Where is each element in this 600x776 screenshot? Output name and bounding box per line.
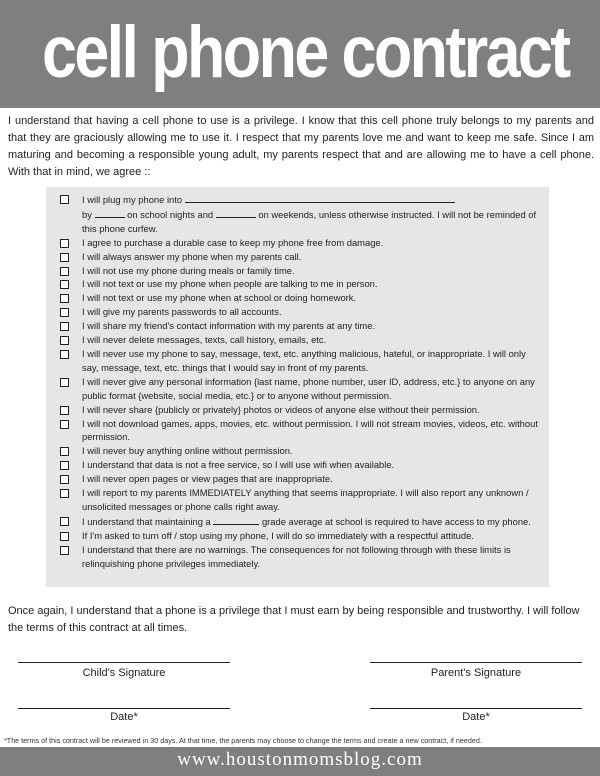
checkbox-icon[interactable] xyxy=(60,350,69,359)
rule-text: I agree to purchase a durable case to keep my phone free from damage. xyxy=(82,236,384,248)
child-date-block xyxy=(18,708,230,723)
intro-paragraph: I understand that having a cell phone to use is a privilege. I know that this cell phone truly belongs to my parents and that they are graciously allowing me to use it. I respect that my parents love me and want to keep me safe. Since I am maturing and becoming a responsible young adult, my parents respect that and are allowing me to have a cell phone. With that in mind, we agree :: xyxy=(8,115,594,178)
checkbox-icon[interactable] xyxy=(60,253,69,262)
checkbox-icon[interactable] xyxy=(60,475,69,484)
rule-text: I will not use my phone during meals or family time. xyxy=(82,264,295,276)
child-signature-label: Child's Signature xyxy=(82,667,166,679)
rule-item xyxy=(58,277,541,291)
rule-text: I will give my parents passwords to all accounts. xyxy=(82,306,282,318)
checkbox-icon[interactable] xyxy=(60,447,69,456)
rule-item xyxy=(58,236,541,250)
website-url: www.houstonmomsblog.com xyxy=(177,749,423,770)
rule-text: on weekends, unless otherwise instructed. I will not be reminded of this phone curfew. xyxy=(82,208,537,234)
rule-text: I understand that maintaining a xyxy=(82,515,211,527)
parent-signature-label: Parent's Signature xyxy=(430,667,522,679)
rule-text: I will not download games, apps, movies, etc. without permission. I will not stream movies, videos, etc. without permission. xyxy=(82,417,538,443)
rule-item xyxy=(58,417,541,445)
header-banner xyxy=(0,0,600,108)
parent-date-label: Date* xyxy=(462,711,490,723)
blank-line[interactable] xyxy=(95,207,125,218)
outro-paragraph: Once again, I understand that a phone is a privilege that I must earn by being responsible and trustworthy. I will follow the terms of this contract at all times. xyxy=(8,605,580,634)
parent-signature-block xyxy=(370,662,582,679)
rule-text: I will never use my phone to say, message, text, etc. anything malicious, hateful, or inappropriate. I will only say, message, text, etc. things that I would say in front of my parents. xyxy=(82,347,526,373)
rule-text: If I'm asked to turn off / stop using my phone, I will do so immediately with a respectful attitude. xyxy=(82,529,474,541)
checkbox-icon[interactable] xyxy=(60,322,69,331)
checkbox-icon[interactable] xyxy=(60,546,69,555)
rule-item xyxy=(58,444,541,458)
rule-item xyxy=(58,250,541,264)
rule-text: by xyxy=(82,208,92,220)
rule-item xyxy=(58,347,541,375)
checkbox-icon[interactable] xyxy=(60,294,69,303)
checkbox-icon[interactable] xyxy=(60,461,69,470)
rules-list-grade xyxy=(58,514,541,529)
parent-signature-line[interactable] xyxy=(370,662,582,663)
rule-item xyxy=(58,375,541,403)
rules-list-end xyxy=(58,529,541,571)
rule-item xyxy=(58,333,541,347)
child-date-label: Date* xyxy=(110,711,138,723)
checkbox-icon[interactable] xyxy=(60,239,69,248)
rule-item xyxy=(58,319,541,333)
rules-list-main xyxy=(58,236,541,514)
child-date-line[interactable] xyxy=(18,708,230,709)
rule-item xyxy=(58,458,541,472)
footnote: *The terms of this contract will be reviewed in 30 days. At that time, the parents may choose to change the terms and create a new contract, if needed. xyxy=(4,736,482,745)
rule-text: I will never give any personal information {last name, phone number, user ID, address, etc.} to anyone on any public format {website, social media, etc.} or to anyone without permission. xyxy=(82,375,535,401)
rule-text: I will plug my phone into xyxy=(82,194,183,205)
rule-item-curfew xyxy=(58,192,541,236)
checkbox-icon[interactable] xyxy=(60,406,69,415)
checkbox-icon[interactable] xyxy=(60,195,69,204)
blank-line[interactable] xyxy=(185,192,455,203)
rule-text: I will never share {publicly or privately} photos or videos of anyone else without their permission. xyxy=(82,403,480,415)
footer-banner xyxy=(0,747,600,776)
rules-list xyxy=(58,192,541,236)
rule-item xyxy=(58,529,541,543)
checkbox-icon[interactable] xyxy=(60,517,69,526)
checkbox-icon[interactable] xyxy=(60,420,69,429)
page-title: cell phone contract xyxy=(42,12,569,93)
checkbox-icon[interactable] xyxy=(60,532,69,541)
rule-item xyxy=(58,305,541,319)
rule-text: I will not text or use my phone when people are talking to me in person. xyxy=(82,278,378,290)
checkbox-icon[interactable] xyxy=(60,267,69,276)
rule-text: I will share my friend's contact information with my parents at any time. xyxy=(82,320,376,332)
rules-box xyxy=(46,187,549,587)
parent-date-line[interactable] xyxy=(370,708,582,709)
rule-text: I will always answer my phone when my parents call. xyxy=(82,250,302,262)
rule-text: I understand that there are no warnings. The consequences for not following through with these limits is relinquishing phone privileges immediately. xyxy=(82,543,511,569)
checkbox-icon[interactable] xyxy=(60,336,69,345)
rule-text: I will never open pages or view pages that are inappropriate. xyxy=(82,473,333,485)
rule-text: grade average at school is required to have access to my phone. xyxy=(261,515,531,527)
checkbox-icon[interactable] xyxy=(60,489,69,498)
blank-line[interactable] xyxy=(216,207,256,218)
rule-item xyxy=(58,264,541,278)
checkbox-icon[interactable] xyxy=(60,280,69,289)
rule-text: I will never buy anything online without permission. xyxy=(82,445,293,457)
rule-item xyxy=(58,486,541,514)
rule-item xyxy=(58,403,541,417)
checkbox-icon[interactable] xyxy=(60,308,69,317)
parent-date-block xyxy=(370,708,582,723)
rule-text: on school nights and xyxy=(127,208,214,220)
rule-item xyxy=(58,472,541,486)
child-signature-line[interactable] xyxy=(18,662,230,663)
rule-item xyxy=(58,543,541,571)
child-signature-block xyxy=(18,662,230,679)
rule-text: I will report to my parents IMMEDIATELY anything that seems inappropriate. I will also report any unknown / unsolicited messages or phone calls right away. xyxy=(82,487,529,512)
checkbox-icon[interactable] xyxy=(60,378,69,387)
rule-text: I will not text or use my phone when at school or doing homework. xyxy=(82,292,357,304)
rule-item xyxy=(58,291,541,305)
blank-line[interactable] xyxy=(213,514,259,525)
rule-text: I will never delete messages, texts, call history, emails, etc. xyxy=(82,334,327,346)
rule-text: I understand that data is not a free service, so I will use wifi when available. xyxy=(82,459,395,471)
rule-item-grade xyxy=(58,514,541,529)
